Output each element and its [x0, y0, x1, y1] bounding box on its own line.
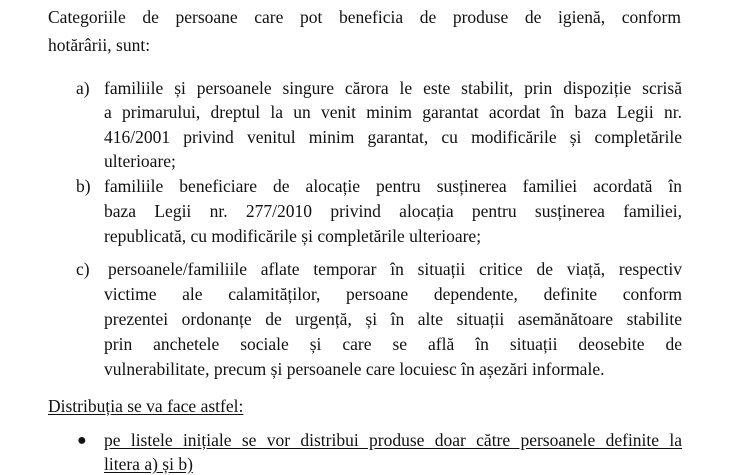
- item-a-line-3: 416/2001 privind venitul minim garantat, cu modificările și completările: [104, 127, 682, 147]
- distribution-bullet-line-1: pe listele inițiale se vor distribui produse doar către persoanele definite la: [104, 430, 682, 450]
- list-marker-a: a): [76, 78, 90, 98]
- bullet-dot-icon: ●: [77, 432, 87, 449]
- item-c-line-2: victime ale calamităților, persoane dependente, definite conform: [104, 284, 682, 304]
- item-b-line-2: baza Legii nr. 277/2010 privind alocația pentru susținerea familiei,: [104, 201, 682, 221]
- item-c-line-1: persoanele/familiile aflate temporar în situații critice de viață, respectiv: [108, 259, 682, 279]
- item-b-line-3: republicată, cu modificările și completările ulterioare;: [104, 226, 482, 246]
- distribution-heading: Distribuția se va face astfel:: [48, 396, 244, 416]
- intro-line-1: Categoriile de persoane care pot beneficia de produse de igienă, conform: [48, 7, 681, 27]
- item-c-line-4: prin anchetele sociale și care se află în situații deosebite de: [104, 334, 682, 354]
- list-marker-c: c): [76, 259, 90, 279]
- item-a-line-2: a primarului, dreptul la un venit minim garantat acordat în baza Legii nr.: [104, 102, 682, 122]
- item-c-line-5: vulnerabilitate, precum și persoanele care locuiesc în așezări informale.: [104, 359, 605, 379]
- intro-line-2: hotărârii, sunt:: [48, 35, 151, 55]
- item-a-line-1: familiile și persoanele singure cărora le este stabilit, prin dispoziție scrisă: [104, 78, 682, 98]
- list-marker-b: b): [76, 176, 91, 196]
- distribution-bullet-line-2: litera a) și b): [104, 454, 193, 474]
- item-c-line-3: prezentei ordonanțe de urgență, și în alte situații asemănătoare stabilite: [104, 309, 682, 329]
- item-b-line-1: familiile beneficiare de alocație pentru susținerea familiei acordată în: [104, 176, 682, 196]
- item-a-line-4: ulterioare;: [104, 151, 176, 171]
